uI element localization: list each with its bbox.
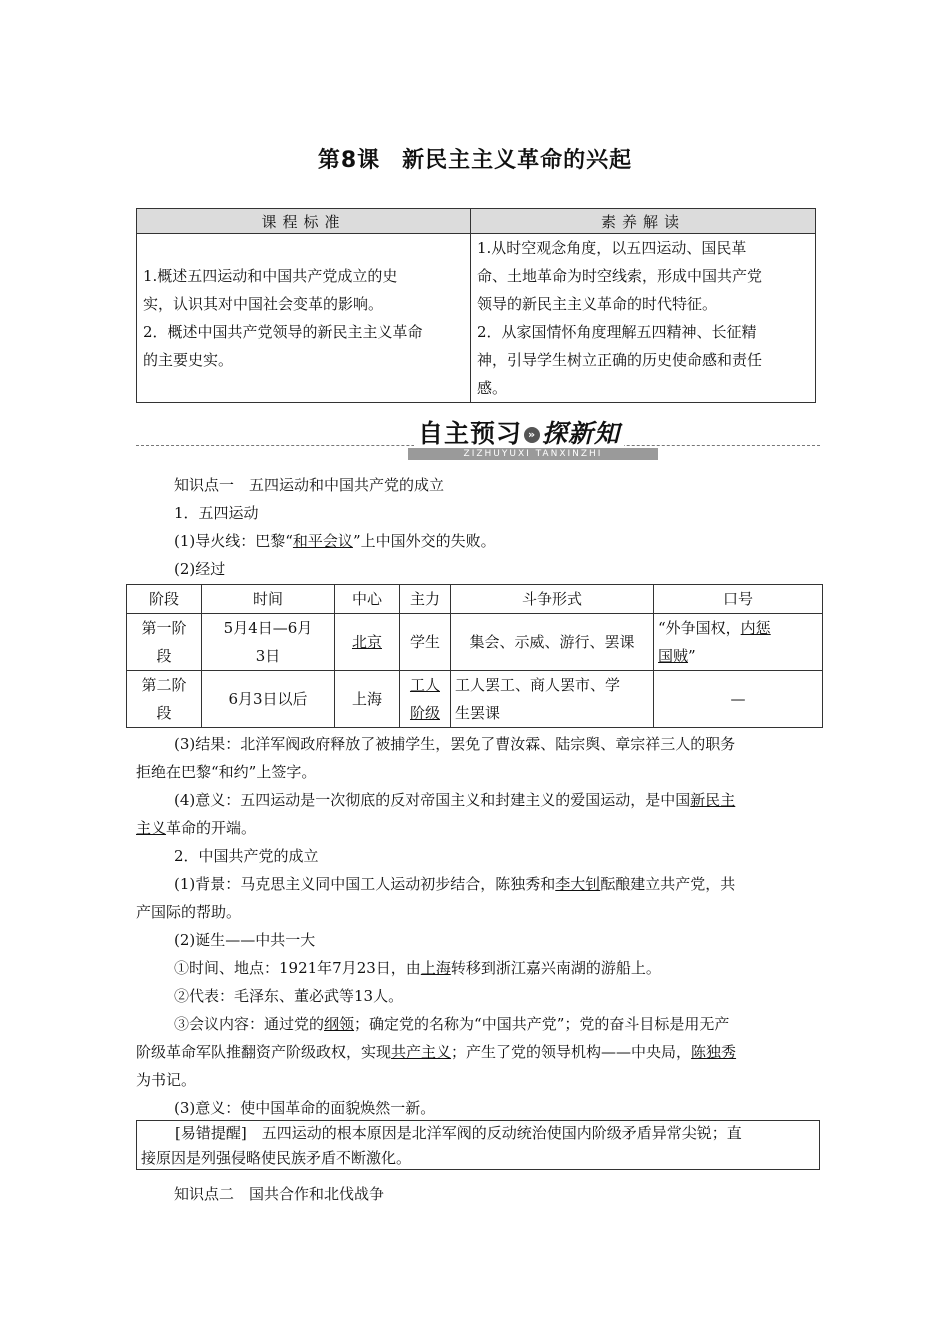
text: 革命的开端。	[166, 819, 257, 837]
banner-heading	[414, 414, 624, 450]
text: 第一阶	[141, 619, 187, 637]
col-header: 口号	[654, 585, 823, 614]
literacy-line: 神，引导学生树立正确的历史使命感和责任	[477, 351, 763, 369]
error-reminder-box	[136, 1120, 820, 1170]
literacy-line: 命、土地革命为时空线索，形成中国共产党	[477, 267, 763, 285]
col-header: 时间	[202, 585, 335, 614]
blank-answer: 工人	[409, 676, 440, 694]
table-row	[127, 671, 823, 728]
process-table	[126, 584, 823, 728]
blank-answer: 阶级	[409, 704, 440, 722]
text: ①时间、地点：1921年7月23日，由	[174, 959, 421, 977]
blank-answer: 国贼	[658, 647, 689, 665]
background-line-cont: 产国际的帮助。	[136, 903, 242, 921]
text: 酝酿建立共产党，共	[600, 875, 736, 893]
form-cell: 集会、示威、游行、罢课	[451, 614, 654, 671]
kp2-heading: 知识点二 国共合作和北伐战争	[174, 1185, 385, 1203]
arrow-icon: »	[524, 427, 540, 443]
text: (1)导火线：巴黎“	[174, 532, 293, 550]
significance-line: (3)意义：使中国革命的面貌焕然一新。	[174, 1099, 436, 1117]
stage-cell	[127, 614, 202, 671]
text: 段	[156, 647, 172, 665]
standard-line: 的主要史实。	[143, 351, 234, 369]
blank-answer: 李大钊	[555, 875, 601, 893]
fuse-line	[136, 527, 864, 555]
blank-answer: 陈独秀	[691, 1043, 737, 1061]
banner-pinyin: ZIZHUYUXI TANXINZHI	[408, 448, 658, 460]
text: ”	[688, 647, 696, 665]
col-header: 斗争形式	[451, 585, 654, 614]
time-cell: 6月3日以后	[202, 671, 335, 728]
background-line	[136, 870, 864, 898]
table-row	[127, 614, 823, 671]
standard-line: 实，认识其对中国社会变革的影响。	[143, 295, 384, 313]
text: 阶级革命军队推翻资产阶级政权，实现	[136, 1043, 392, 1061]
reminder-line: 接原因是列强侵略使民族矛盾不断激化。	[141, 1149, 412, 1167]
meaning-line-cont	[136, 814, 826, 842]
text: ；产生了党的领导机构——中央局，	[451, 1043, 692, 1061]
force-cell	[400, 671, 451, 728]
slogan-cell	[654, 614, 823, 671]
delegates-line: ②代表：毛泽东、董必武等13人。	[174, 987, 404, 1005]
text: 3日	[255, 647, 281, 665]
text: 工人罢工、商人罢市、学	[455, 676, 621, 694]
literacy-interpretation-cell	[471, 234, 816, 403]
content-line-cont	[136, 1038, 826, 1066]
col-header: 主力	[400, 585, 451, 614]
standards-table	[136, 208, 816, 403]
content-line	[136, 1010, 864, 1038]
lesson-number: 第8课	[317, 148, 381, 173]
center-cell	[335, 614, 400, 671]
blank-answer: 北京	[351, 633, 382, 651]
blank-answer: 新民主	[690, 791, 736, 809]
text: 段	[156, 704, 172, 722]
lesson-name: 新民主主义革命的兴起	[402, 148, 633, 173]
form-cell	[451, 671, 654, 728]
meaning-line	[136, 786, 864, 814]
text: (1)背景：马克思主义同中国工人运动初步结合，陈独秀和	[174, 875, 556, 893]
banner-part1: 自主预习	[418, 419, 523, 448]
center-cell: 上海	[335, 671, 400, 728]
literacy-line: 2．从家国情怀角度理解五四精神、长征精	[477, 323, 757, 341]
text: 生罢课	[455, 704, 501, 722]
result-line: (3)结果：北洋军阀政府释放了被捕学生，罢免了曹汝霖、陆宗舆、章宗祥三人的职务	[174, 735, 736, 753]
page-title	[0, 143, 950, 174]
text: 5月4日—6月	[223, 619, 313, 637]
literacy-line: 领导的新民主主义革命的时代特征。	[477, 295, 718, 313]
section-banner	[0, 412, 950, 462]
standard-line: 2．概述中国共产党领导的新民主主义革命	[143, 323, 423, 341]
literacy-line: 感。	[477, 379, 508, 397]
blank-answer: 主义	[136, 819, 167, 837]
banner-part2: 探新知	[542, 419, 621, 448]
blank-answer: 共产主义	[391, 1043, 452, 1061]
text: 转移到浙江嘉兴南湖的游船上。	[450, 959, 661, 977]
blank-answer: 和平会议	[292, 532, 353, 550]
literacy-line: 1.从时空观念角度，以五四运动、国民革	[477, 239, 747, 257]
time-place-line	[136, 954, 864, 982]
curriculum-standard-cell	[137, 234, 471, 403]
section-may-fourth: 1．五四运动	[174, 504, 259, 522]
text: ”上中国外交的失败。	[352, 532, 496, 550]
text: ；确定党的名称为“中国共产党”；党的奋斗目标是用无产	[354, 1015, 730, 1033]
text: ③会议内容：通过党的	[174, 1015, 325, 1033]
kp1-heading: 知识点一 五四运动和中国共产党的成立	[174, 476, 445, 494]
col-header: 中心	[335, 585, 400, 614]
result-line-cont: 拒绝在巴黎“和约”上签字。	[136, 763, 317, 781]
header-curriculum-standard: 课程标准	[137, 209, 471, 234]
section-cpc: 2．中国共产党的成立	[174, 847, 319, 865]
blank-answer: 纲领	[324, 1015, 355, 1033]
standard-line: 1.概述五四运动和中国共产党成立的史	[143, 267, 398, 285]
stage-cell	[127, 671, 202, 728]
header-literacy-interpretation: 素养解读	[471, 209, 816, 234]
text: 第二阶	[141, 676, 187, 694]
time-cell	[202, 614, 335, 671]
blank-answer: 内惩	[740, 619, 771, 637]
process-line: (2)经过	[174, 560, 226, 578]
force-cell: 学生	[400, 614, 451, 671]
birth-line: (2)诞生——中共一大	[174, 931, 316, 949]
text: (4)意义：五四运动是一次彻底的反对帝国主义和封建主义的爱国运动，是中国	[174, 791, 691, 809]
text: “外争国权，	[658, 619, 741, 637]
blank-answer: 上海	[420, 959, 451, 977]
reminder-line: [易错提醒] 五四运动的根本原因是北洋军阀的反动统治使国内阶级矛盾异常尖锐；直	[175, 1124, 742, 1142]
col-header: 阶段	[127, 585, 202, 614]
slogan-cell: —	[654, 671, 823, 728]
content-line-end: 为书记。	[136, 1071, 197, 1089]
